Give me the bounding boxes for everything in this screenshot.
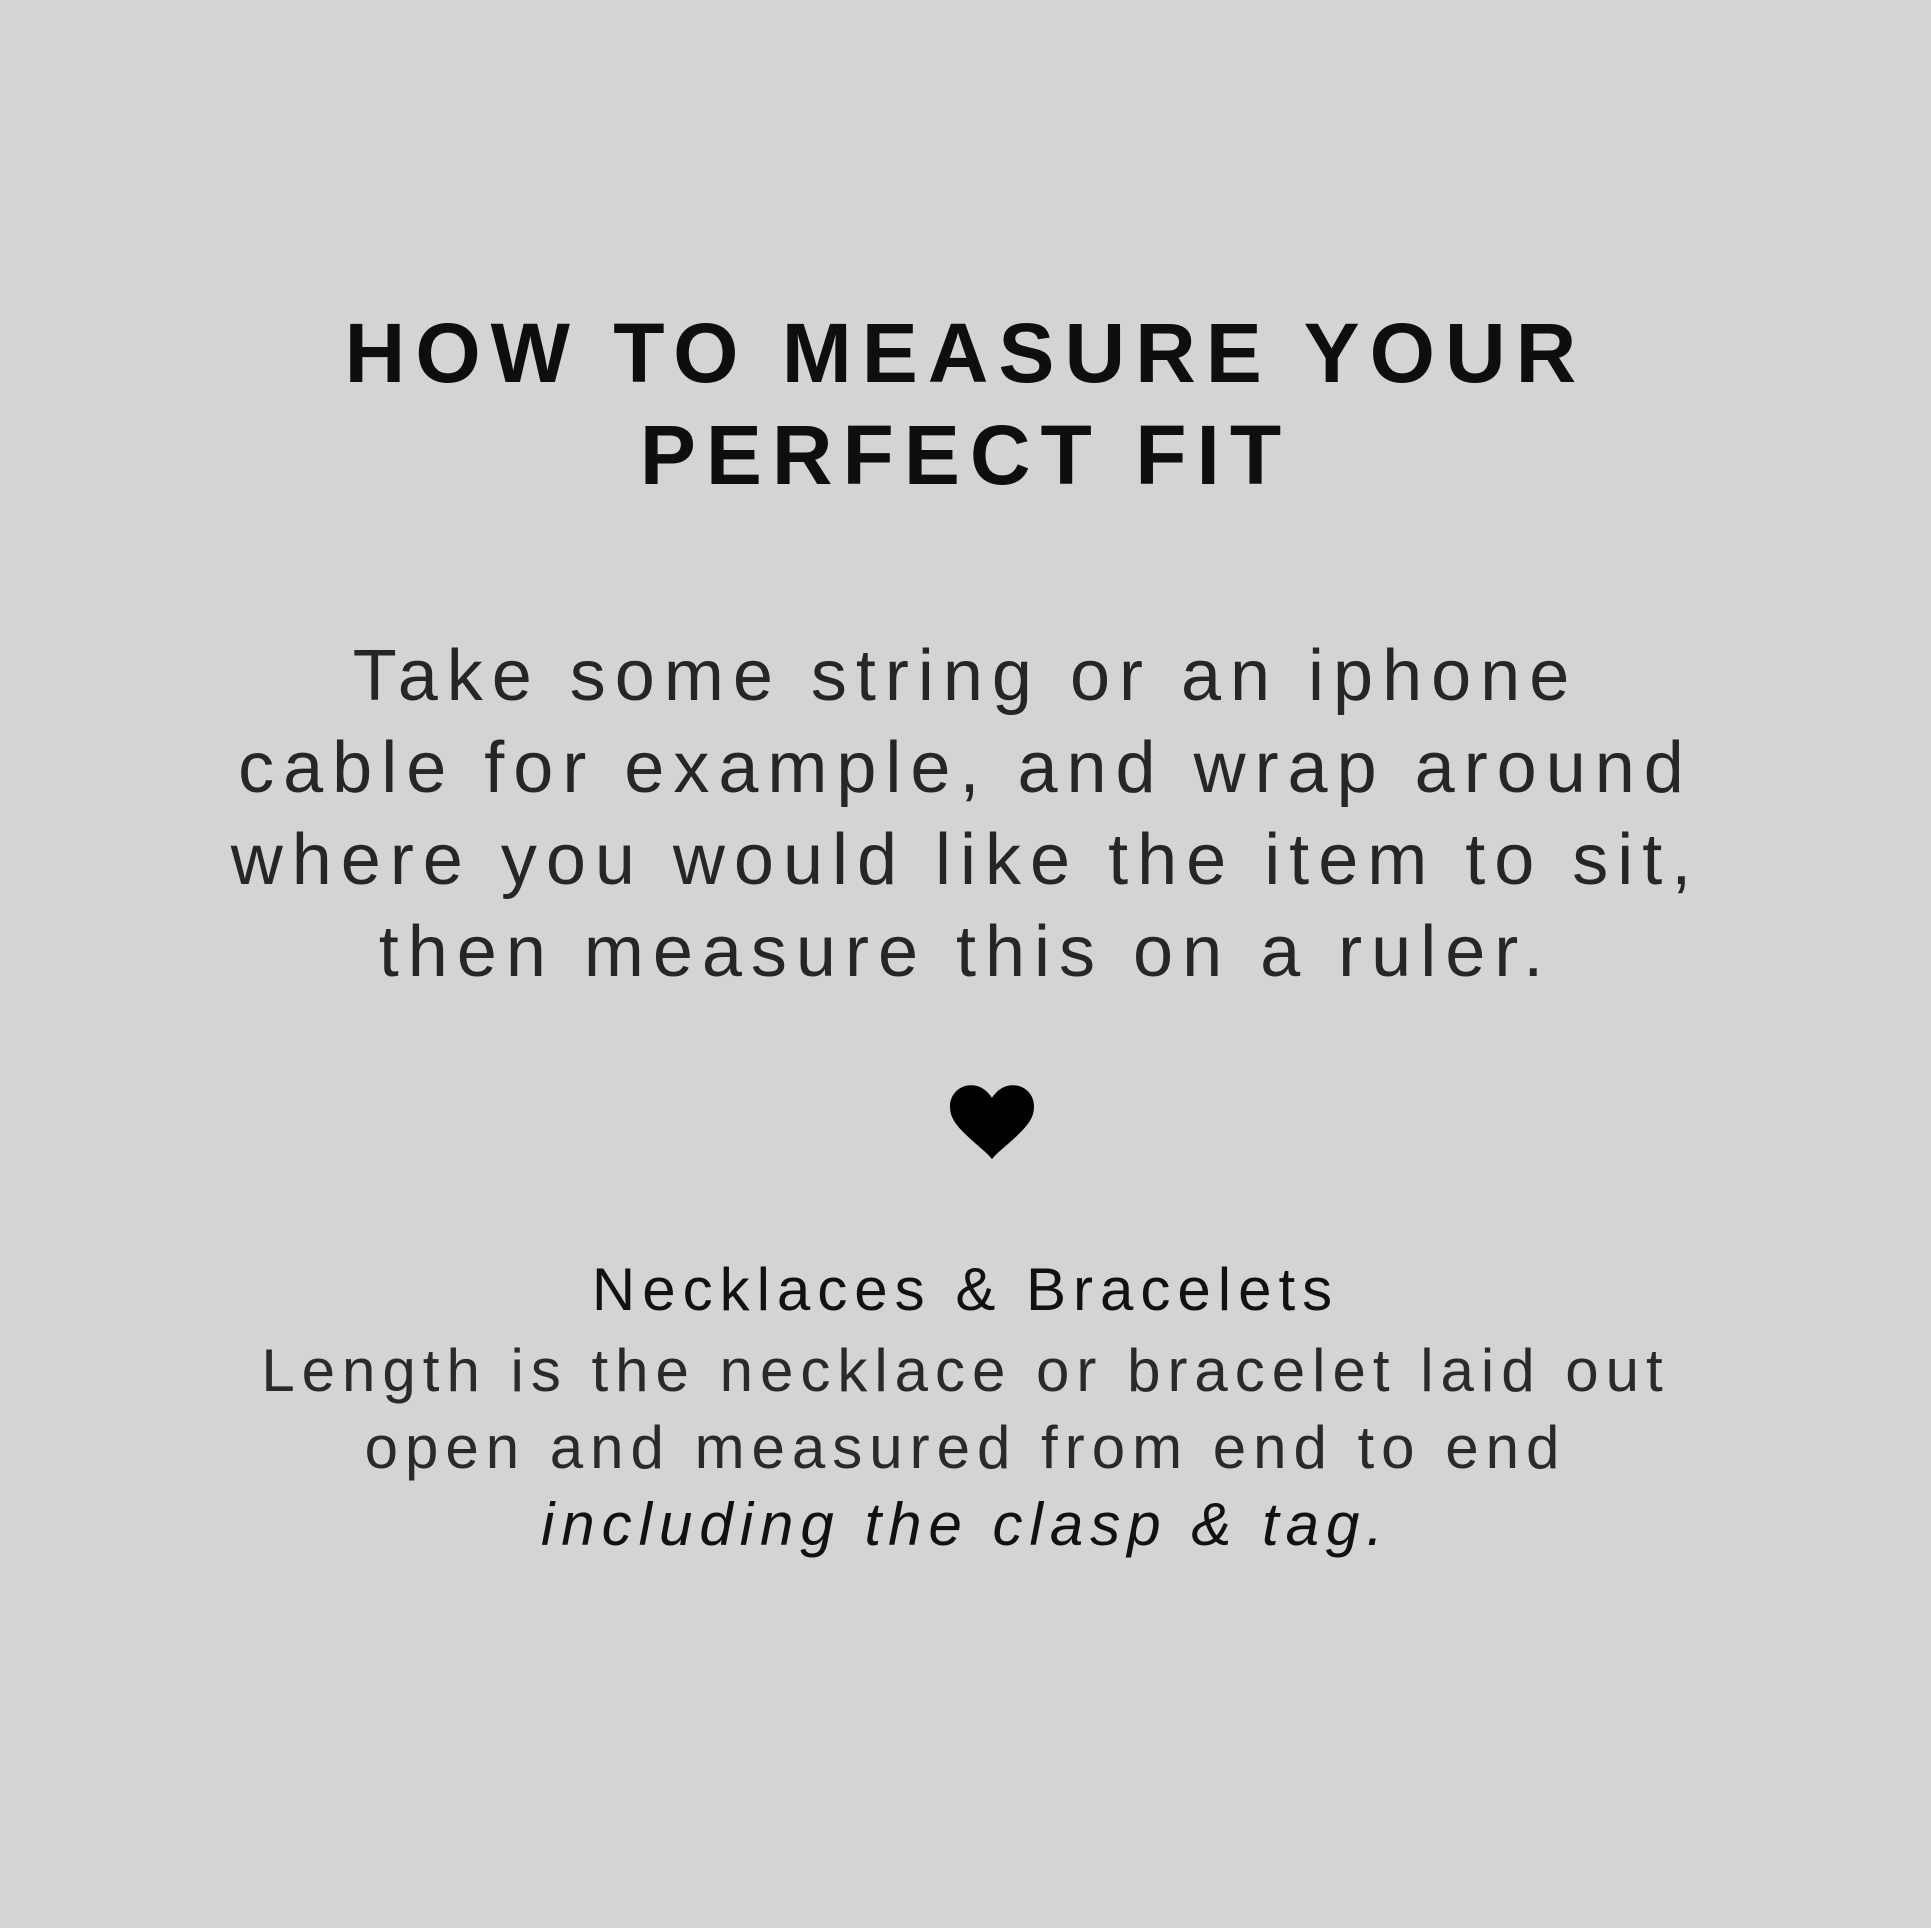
instruction-line-4: then measure this on a ruler.: [378, 912, 1553, 992]
title-line-2: PERFECT FIT: [639, 408, 1292, 502]
description-line-2: open and measured from end to end: [364, 1414, 1567, 1481]
description-line-1: Length is the necklace or bracelet laid out: [261, 1337, 1670, 1404]
title-line-1: HOW TO MEASURE YOUR: [344, 306, 1587, 400]
instruction-line-2: cable for example, and wrap around: [238, 728, 1693, 808]
instruction-line-1: Take some string or an iphone: [352, 636, 1579, 716]
page-title: [0, 302, 1931, 506]
description-emphasis: including the clasp & tag.: [540, 1491, 1391, 1558]
instruction-line-3: where you would like the item to sit,: [230, 820, 1701, 900]
heart-icon: [950, 1085, 1034, 1161]
measuring-instructions: [0, 630, 1931, 998]
section-title: Necklaces & Bracelets: [591, 1256, 1340, 1323]
section-description: [0, 1332, 1931, 1563]
